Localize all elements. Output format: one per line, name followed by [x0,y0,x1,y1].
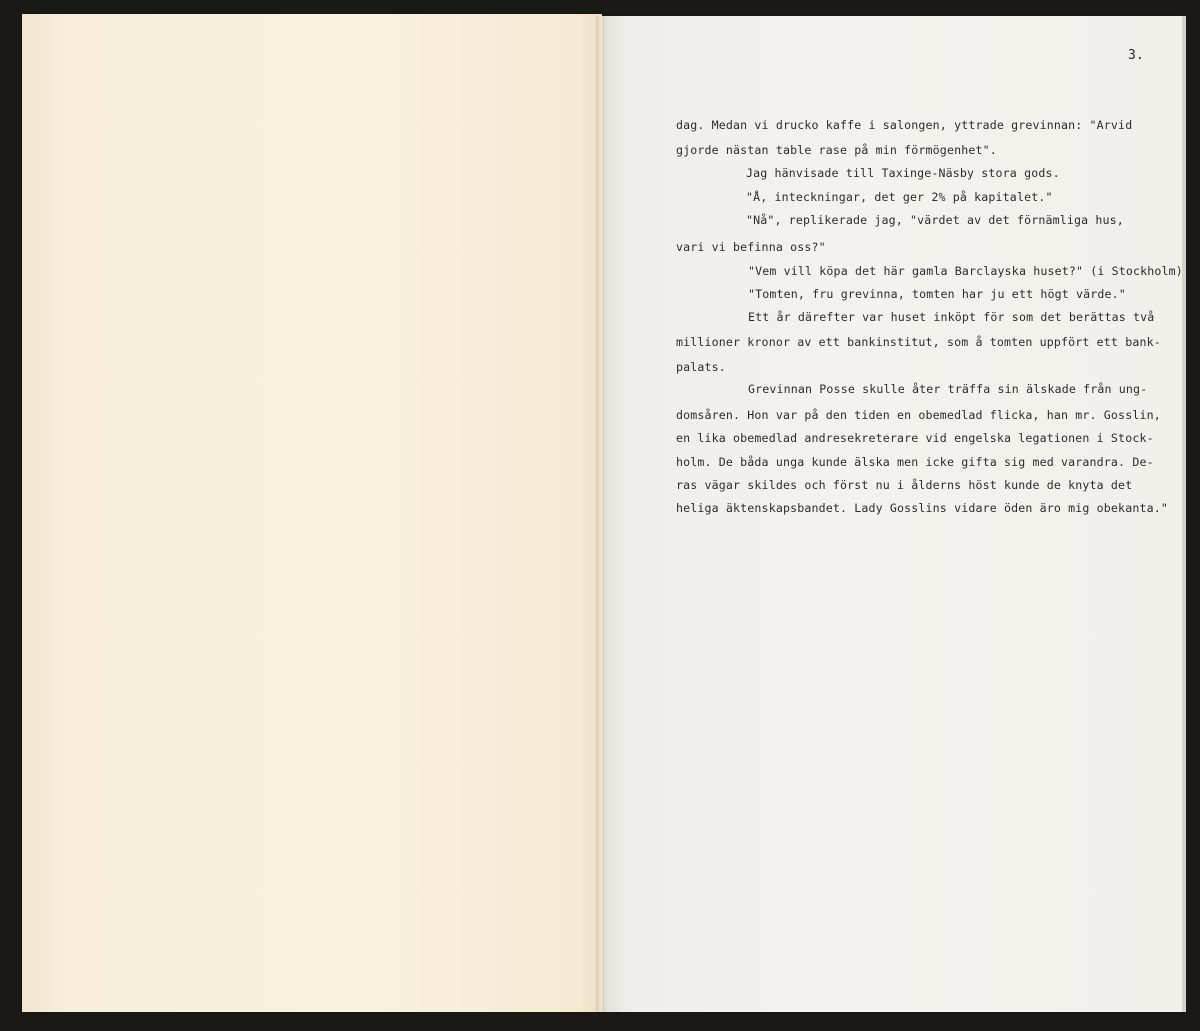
text-line: dag. Medan vi drucko kaffe i salongen, yttrade grevinnan: "Arvid [676,118,1133,132]
text-line: Ett år därefter var huset inköpt för som det berättas två [748,310,1155,324]
text-line: millioner kronor av ett bankinstitut, som å tomten uppfört ett bank- [676,335,1161,349]
text-line: heliga äktenskapsbandet. Lady Gosslins vidare öden äro mig obekanta." [676,501,1168,515]
text-line: Grevinnan Posse skulle åter träffa sin älskade från ung- [748,382,1148,396]
text-line: en lika obemedlad andresekreterare vid engelska legationen i Stock- [676,431,1154,445]
text-line: holm. De båda unga kunde älska men icke gifta sig med varandra. De- [676,455,1154,469]
text-line: Jag hänvisade till Taxinge-Näsby stora gods. [746,166,1060,180]
page-edge [1182,16,1186,1012]
text-line: gjorde nästan table rase på min förmögenhet". [676,143,997,157]
text-line: "Å, inteckningar, det ger 2% på kapitalet." [746,190,1053,204]
text-line: "Tomten, fru grevinna, tomten har ju ett högt värde." [748,287,1126,301]
text-line: domsåren. Hon var på den tiden en obemedlad flicka, han mr. Gosslin, [676,408,1161,422]
text-line: ras vägar skildes och först nu i ålderns höst kunde de knyta det [676,478,1133,492]
text-line: vari vi befinna oss?" [676,240,826,254]
text-line: "Nå", replikerade jag, "värdet av det förnämliga hus, [746,213,1124,227]
text-line: palats. [676,360,726,374]
page-number: 3. [1128,48,1144,63]
left-page [22,14,602,1012]
text-line: "Vem vill köpa det här gamla Barclayska huset?" (i Stockholm) [748,264,1183,278]
